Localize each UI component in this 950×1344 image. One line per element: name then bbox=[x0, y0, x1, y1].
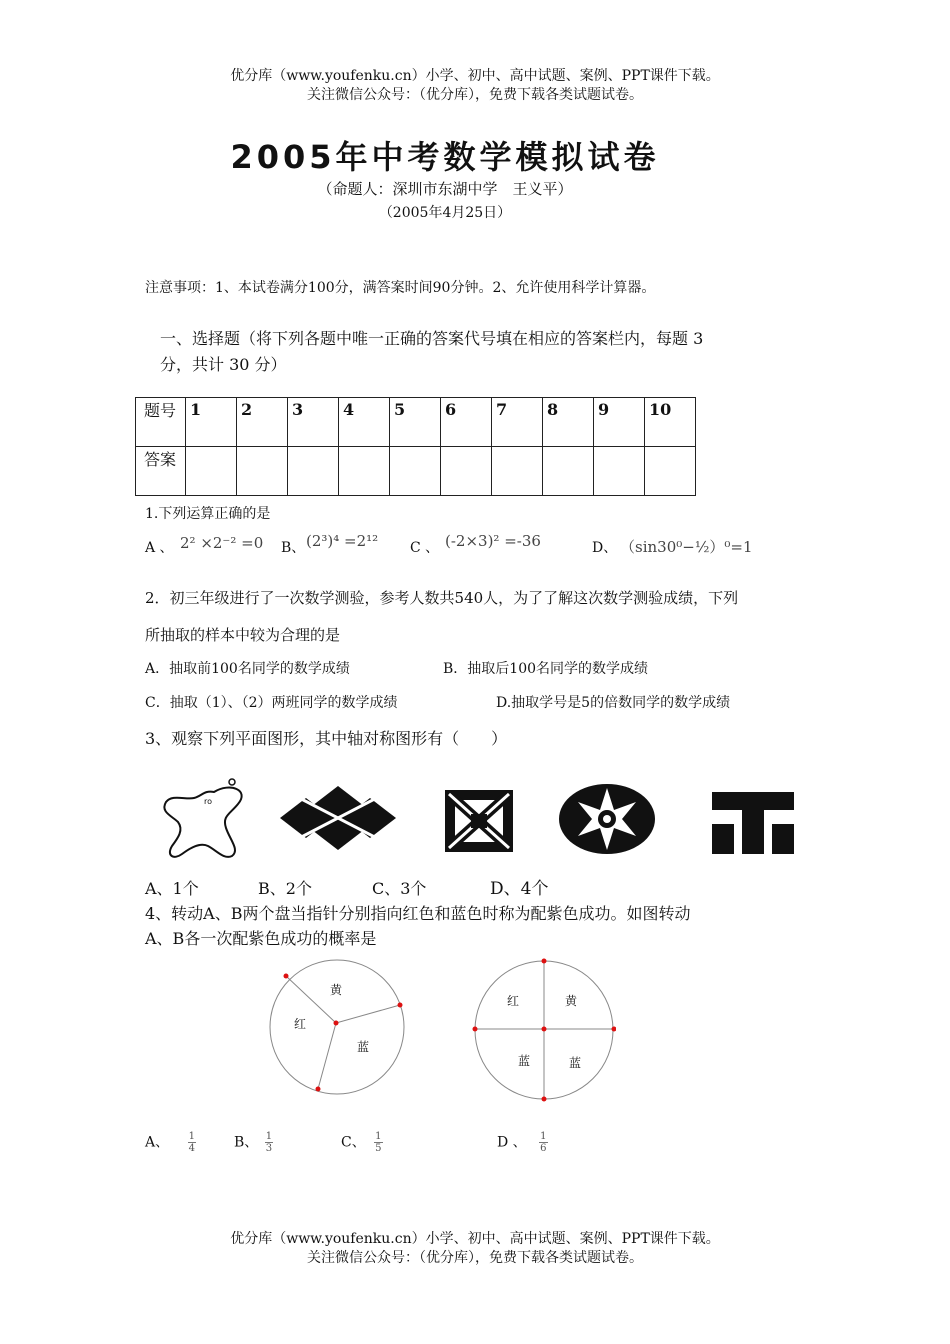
spinner-b-blue-label-left: 蓝 bbox=[518, 1054, 531, 1068]
q1-option-c-label: C 、 bbox=[410, 540, 440, 556]
spinner-b-red-label: 红 bbox=[507, 994, 520, 1008]
q1-option-b-expr: (2³)⁴ =2¹² bbox=[306, 532, 379, 550]
q3-option-b: B、2个 bbox=[258, 879, 312, 898]
q2-stem-line2: 所抽取的样本中较为合理的是 bbox=[145, 626, 341, 644]
svg-text:ro: ro bbox=[204, 797, 213, 806]
spinner-b bbox=[472, 958, 616, 1102]
q4-option-d bbox=[497, 1131, 548, 1154]
question-number-cell: 8 bbox=[543, 398, 594, 447]
spinner-a bbox=[266, 956, 408, 1098]
q4-option-b-label: B、 bbox=[234, 1134, 259, 1151]
knot-figure bbox=[443, 788, 515, 854]
q4-option-d-fraction bbox=[539, 1131, 547, 1154]
q4-option-c-fraction bbox=[374, 1131, 382, 1154]
row-header-answer: 答案 bbox=[136, 447, 186, 496]
page-header-line2: 关注微信公众号：（优分库），免费下载各类试题试卷。 bbox=[307, 87, 643, 103]
question-number-cell: 2 bbox=[237, 398, 288, 447]
q2-option-c: C．抽取（1）、（2）两班同学的数学成绩 bbox=[145, 695, 398, 711]
spinner-a-blue-label: 蓝 bbox=[357, 1040, 370, 1054]
answer-cell[interactable] bbox=[543, 447, 594, 496]
section1-heading-line2: 分，共计 30 分） bbox=[160, 355, 287, 374]
q3-option-a: A、1个 bbox=[145, 879, 199, 898]
question-number-cell: 1 bbox=[186, 398, 237, 447]
q2-option-b: B．抽取后100名同学的数学成绩 bbox=[443, 661, 649, 677]
question-number-cell: 6 bbox=[441, 398, 492, 447]
spinner-a-drawing bbox=[266, 956, 408, 1098]
answer-cell[interactable] bbox=[492, 447, 543, 496]
spinner-b-yellow-label: 黄 bbox=[565, 994, 578, 1008]
fraction-numerator: 1 bbox=[188, 1131, 195, 1142]
fraction-denominator: 5 bbox=[375, 1143, 382, 1154]
answer-table-answer-row bbox=[136, 447, 696, 496]
answer-cell[interactable] bbox=[288, 447, 339, 496]
q3-stem: 3、观察下列平面图形，其中轴对称图形有（ ） bbox=[145, 729, 508, 748]
page-footer-line1: 优分库（www.youfenku.cn）小学、初中、高中试题、案例、PPT课件下载。 bbox=[230, 1231, 720, 1247]
row-header-number: 题号 bbox=[136, 398, 186, 447]
q4-option-d-label: D 、 bbox=[497, 1134, 527, 1151]
fraction-denominator: 3 bbox=[265, 1143, 273, 1154]
q1-option-a-label: A 、 bbox=[145, 540, 174, 556]
q1-stem: 1.下列运算正确的是 bbox=[145, 506, 271, 522]
q1-option-b-label: B、 bbox=[281, 540, 306, 556]
answer-cell[interactable] bbox=[186, 447, 237, 496]
q4-stem-line2: A、B各一次配紫色成功的概率是 bbox=[145, 929, 377, 948]
spinner-b-blue-label-right: 蓝 bbox=[569, 1056, 582, 1070]
fraction-denominator: 6 bbox=[540, 1143, 547, 1154]
answer-cell[interactable] bbox=[339, 447, 390, 496]
spinner-a-red-label: 红 bbox=[294, 1017, 307, 1031]
answer-table-number-row bbox=[136, 398, 696, 447]
q3-option-d: D、4个 bbox=[490, 879, 549, 899]
question-number-cell: 5 bbox=[390, 398, 441, 447]
page-header-line1: 优分库（www.youfenku.cn）小学、初中、高中试题、案例、PPT课件下载。 bbox=[230, 68, 720, 84]
q4-option-a-fraction bbox=[188, 1131, 196, 1154]
q4-stem-line1: 4、转动A、B两个盘当指针分别指向红色和蓝色时称为配紫色成功。如图转动 bbox=[145, 904, 691, 923]
star-flower-figure bbox=[556, 782, 658, 856]
question-number-cell: 10 bbox=[645, 398, 696, 447]
q1-option-a-expr: 2² ×2⁻² =0 bbox=[180, 534, 264, 552]
q4-option-b bbox=[234, 1131, 273, 1154]
q1-option-d-expr: （sin30⁰−½）⁰=1 bbox=[620, 538, 753, 556]
fraction-numerator: 1 bbox=[540, 1131, 547, 1142]
q4-option-a bbox=[145, 1131, 196, 1154]
answer-table bbox=[135, 397, 696, 496]
q1-option-c-expr: (-2×3)² =-36 bbox=[445, 532, 541, 550]
exam-author: （命题人：深圳市东湖中学 王义平） bbox=[317, 180, 573, 198]
q2-stem-line1: 2．初三年级进行了一次数学测验，参考人数共540人，为了了解这次数学测验成绩，下列 bbox=[145, 589, 739, 607]
exam-notice: 注意事项：1、本试卷满分100分，满答案时间90分钟。2、允许使用科学计算器。 bbox=[145, 280, 656, 296]
ghost-figure bbox=[160, 776, 250, 862]
fraction-numerator: 1 bbox=[375, 1131, 382, 1142]
question-number-cell: 7 bbox=[492, 398, 543, 447]
spinner-a-yellow-label: 黄 bbox=[330, 983, 343, 997]
q3-option-c: C、3个 bbox=[372, 879, 427, 898]
q4-option-b-fraction bbox=[265, 1131, 273, 1154]
question-number-cell: 9 bbox=[594, 398, 645, 447]
page-footer-line2: 关注微信公众号：（优分库），免费下载各类试题试卷。 bbox=[307, 1250, 643, 1266]
q1-option-d-label: D、 bbox=[592, 540, 618, 556]
q2-option-a: A．抽取前100名同学的数学成绩 bbox=[145, 661, 350, 677]
question-number-cell: 4 bbox=[339, 398, 390, 447]
answer-cell[interactable] bbox=[237, 447, 288, 496]
q2-option-d: D.抽取学号是5的倍数同学的数学成绩 bbox=[496, 695, 731, 711]
exam-title: 2005年中考数学模拟试卷 bbox=[230, 138, 660, 176]
spinner-b-drawing bbox=[472, 958, 616, 1102]
block-pattern-figure bbox=[712, 792, 794, 854]
answer-cell[interactable] bbox=[594, 447, 645, 496]
diamond-cross-figure bbox=[280, 786, 396, 850]
fraction-denominator: 4 bbox=[188, 1143, 195, 1154]
fraction-numerator: 1 bbox=[265, 1131, 273, 1142]
question-number-cell: 3 bbox=[288, 398, 339, 447]
q4-option-c bbox=[341, 1131, 383, 1154]
exam-date: （2005年4月25日） bbox=[378, 205, 512, 221]
answer-cell[interactable] bbox=[645, 447, 696, 496]
section1-heading-line1: 一、选择题（将下列各题中唯一正确的答案代号填在相应的答案栏内，每题 3 bbox=[160, 329, 704, 348]
q4-option-a-label: A、 bbox=[145, 1134, 170, 1151]
answer-cell[interactable] bbox=[441, 447, 492, 496]
q4-option-c-label: C、 bbox=[341, 1134, 366, 1151]
answer-cell[interactable] bbox=[390, 447, 441, 496]
